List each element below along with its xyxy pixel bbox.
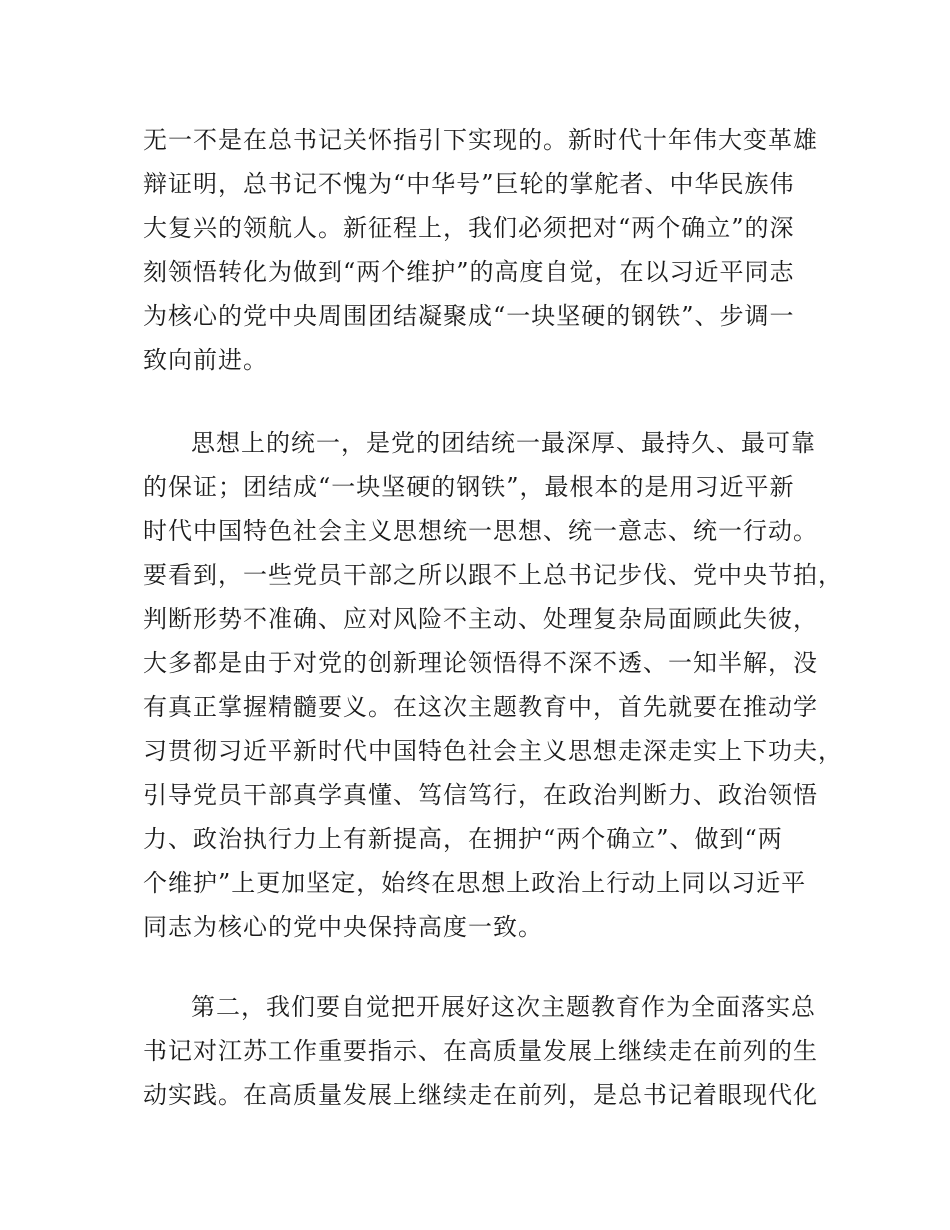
text-line: 力、政治执行力上有新提高，在拥护“两个确立”、做到“两 [143, 825, 783, 853]
text-line: 书记对江苏工作重要指示、在高质量发展上继续走在前列的生 [143, 1037, 818, 1065]
text-line: 引导党员干部真学真懂、笃信笃行，在政治判断力、政治领悟 [143, 781, 818, 809]
paragraph-continuation [143, 118, 823, 382]
text-line: 致向前进。 [143, 346, 268, 374]
text-line: 的保证；团结成“一块坚硬的钢铁”，最根本的是用习近平新 [143, 473, 795, 501]
text-line: 大复兴的领航人。新征程上，我们必须把对“两个确立”的深 [143, 214, 795, 242]
text-line: 刻领悟转化为做到“两个维护”的高度自觉，在以习近平同志 [143, 258, 795, 286]
text-line: 习贯彻习近平新时代中国特色社会主义思想走深走实上下功夫， [143, 737, 843, 765]
text-line: 有真正掌握精髓要义。在这次主题教育中，首先就要在推动学 [143, 693, 818, 721]
text-line: 要看到，一些党员干部之所以跟不上总书记步伐、党中央节拍， [143, 561, 843, 589]
text-line: 动实践。在高质量发展上继续走在前列，是总书记着眼现代化 [143, 1081, 818, 1109]
text-line: 第二，我们要自觉把开展好这次主题教育作为全面落实总 [191, 993, 816, 1021]
text-line: 时代中国特色社会主义思想统一思想、统一意志、统一行动。 [143, 517, 818, 545]
text-line: 大多都是由于对党的创新理论领悟得不深不透、一知半解，没 [143, 649, 818, 677]
text-line: 同志为核心的党中央保持高度一致。 [143, 913, 543, 941]
text-line: 辩证明，总书记不愧为“中华号”巨轮的掌舵者、中华民族伟 [143, 170, 795, 198]
text-line: 思想上的统一，是党的团结统一最深厚、最持久、最可靠 [191, 429, 816, 457]
paragraph-second-point [143, 985, 823, 1117]
text-line: 为核心的党中央周围团结凝聚成“一块坚硬的钢铁”、步调一 [143, 302, 795, 330]
text-line: 个维护”上更加坚定，始终在思想上政治上行动上同以习近平 [143, 869, 807, 897]
text-line: 无一不是在总书记关怀指引下实现的。新时代十年伟大变革雄 [143, 126, 818, 154]
text-line: 判断形势不准确、应对风险不主动、处理复杂局面顾此失彼， [143, 605, 818, 633]
paragraph-ideological-unity [143, 421, 843, 949]
